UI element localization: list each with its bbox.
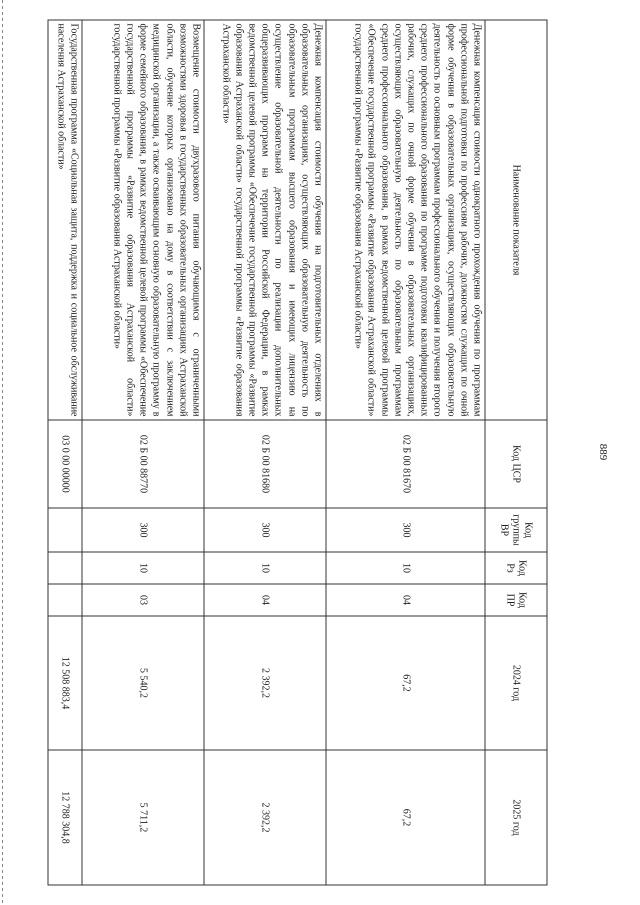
row-name: Денежная компенсация стоимости обучения на подготовительных отделениях в образовательных организациях, осуществляющих образовательную деятельность по образовательным программам высшего образования и имеющих лицензию на осуществление образовательной деятельности по реализации дополнительных общеразвивающих программ на территории Российской Федерации, в рамках ведомственной целевой программы «Обеспечение государственной программы «Развитие образования Астраханской области» государственной программы «Развитие образования Астраханской области» [204, 20, 326, 420]
row-2025: 5 711,2 [82, 750, 204, 885]
row-rz [48, 552, 82, 584]
table-row [326, 20, 485, 885]
header-csr: Код ЦСР [485, 420, 547, 508]
row-name: Возмещение стоимости двухразового питания обучающимся с ограниченными возможностями здоровья в государственных образовательных организациях Астраханской области, обучение которых организовано на дому в соответствии с заключением медицинской организации, а также осваивающим основную образовательную программу в форме семейного образования, в рамках ведомственной целевой программы «Обеспечение государственной программы «Развитие образования Астраханской области» государственной программы «Развитие образования Астраханской области» [82, 20, 204, 420]
row-vr: 300 [82, 508, 204, 552]
table-row [82, 20, 204, 885]
page-number: 889 [597, 443, 609, 461]
table-row [204, 20, 326, 885]
header-2025: 2025 год [485, 750, 547, 885]
row-2024: 12 508 883,4 [48, 616, 82, 750]
row-pr: 04 [326, 584, 485, 616]
table-row [48, 20, 82, 885]
budget-table [48, 20, 548, 886]
row-2025: 12 788 304,8 [48, 750, 82, 885]
row-csr: 02 Б 00 88770 [82, 420, 204, 508]
row-rz: 10 [82, 552, 204, 584]
row-2024: 5 540,2 [82, 616, 204, 750]
row-pr [48, 584, 82, 616]
row-vr: 300 [326, 508, 485, 552]
row-2025: 2 392,2 [204, 750, 326, 885]
table-header-row [485, 20, 547, 885]
header-rz: Код Рз [485, 552, 547, 584]
header-name: Наименование показателя [485, 20, 547, 420]
row-vr [48, 508, 82, 552]
row-rz: 10 [204, 552, 326, 584]
row-pr: 03 [82, 584, 204, 616]
row-name: Денежная компенсация стоимости однократного прохождения обучения по программам профессиональной подготовки по профессиям рабочих, должностям служащих по очной форме обучения в образовательных организациях, осуществляющих образовательную деятельность по основным программам профессионального обучения и получения второго среднего профессионального образования по программе подготовки квалифицированных рабочих, служащих по очной форме обучения в образовательных организациях, осуществляющих образовательную деятельность по образовательным программам среднего профессионального образования, в рамках ведомственной целевой программы «Обеспечение государственной программы «Развитие образования Астраханской области» государственной программы «Развитие образования Астраханской области» [326, 20, 485, 420]
header-vr: Код группы ВР [485, 508, 547, 552]
row-2025: 67,2 [326, 750, 485, 885]
row-vr: 300 [204, 508, 326, 552]
row-2024: 2 392,2 [204, 616, 326, 750]
row-name: Государственная программа «Социальная защита, поддержка и социальное обслуживание населения Астраханской области» [48, 20, 82, 420]
header-2024: 2024 год [485, 616, 547, 750]
row-2024: 67,2 [326, 616, 485, 750]
rotated-table-container [55, 20, 548, 885]
row-csr: 02 Б 00 81680 [204, 420, 326, 508]
header-pr: Код ПР [485, 584, 547, 616]
row-rz: 10 [326, 552, 485, 584]
scan-edge [2, 0, 3, 905]
row-csr: 03 0 00 00000 [48, 420, 82, 508]
row-csr: 02 Б 00 81670 [326, 420, 485, 508]
row-pr: 04 [204, 584, 326, 616]
